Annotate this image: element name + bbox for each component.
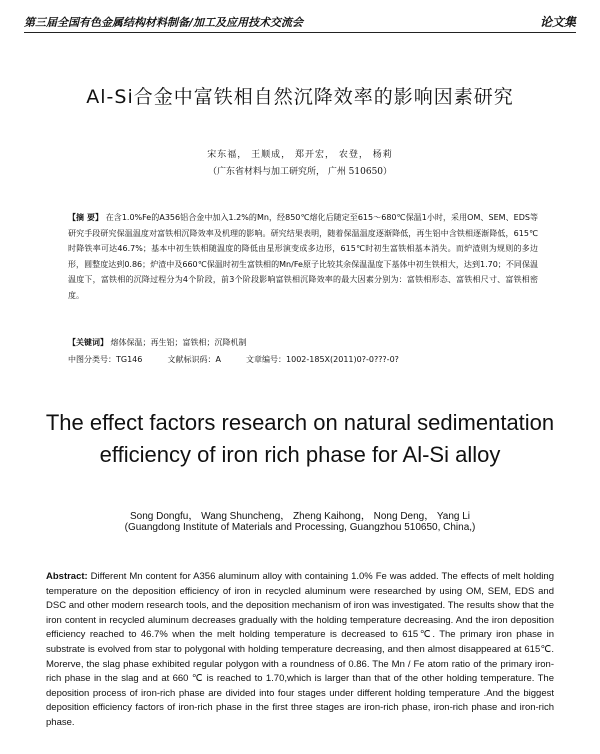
clc-value: TG146 [116, 355, 143, 364]
english-abstract-text: Different Mn content for A356 aluminum alloy with containing 1.0% Fe was added. The effects of melt holding temperature on the deposition efficiency of iron in recycled aluminum were researched by using OM, SEM, EDS and DSC and other modern research tools, and the deposition mechanism of iron was investigated. The results show that the iron content in recycled aluminum decreases gradually with the holding temperature decreasing. And the iron deposition efficiency reached to 46.7% when the melt holding temperature is decreased to 615℃. The primary iron phase in substrate is evolved from star to polygonal with holding temperature decreasing, and then almost disappeared at 615℃. Morerve, the slag phase exhibited regular polygon with a roundness of 0.86. The Mn / Fe atom ratio of the primary iron-rich phase in the slag and at 660 ℃ is reached to 1.70,which is larger than that of the other holding temperature. The deposition process of iron-rich phase are divided into four stages under different holding temperature .And the biggest deposition efficiency factors of iron-rich phase in the first three stages are iron-rich phase, iron-rich phase and iron-rich phase. [46, 571, 554, 728]
english-title [0, 407, 600, 471]
doc-code-value: A [215, 355, 221, 364]
chinese-authors: 宋东福， 王顺成， 郑开宏， 农登， 杨莉 [207, 150, 393, 160]
chinese-abstract [68, 210, 538, 304]
chinese-affiliation: （广东省材料与加工研究所， 广州 510650） [207, 167, 393, 177]
clc-label: 中图分类号： [68, 355, 116, 364]
english-title-line-1: The effect factors research on natural sedimentation [45, 410, 555, 435]
chinese-title: Al-Si合金中富铁相自然沉降效率的影响因素研究 [86, 86, 514, 108]
article-number-label: 文章编号： [246, 355, 287, 364]
chinese-keywords-text: 熔体保温；再生铝；富铁相；沉降机制 [110, 338, 247, 347]
conference-name: 第三届全国有色金属结构材料制备/加工及应用技术交流会 [24, 16, 304, 29]
english-abstract [46, 570, 554, 731]
chinese-abstract-text: 在含1.0%Fe的A356铝合金中加入1.2%的Mn，经850℃熔化后随定至615～680℃保温1小时，采用OM、SEM、EDS等研究手段研究保温温度对富铁相沉降效率及机理的影响。研究结果表明，随着保温温度逐渐降低，再生铝中含铁相逐渐降低，615℃时降铁率可达46.7%；基本中初生铁相随温度的降低由星形演变成多边形，615℃时初生富铁相基本消失。而炉渣则为规则的多边形，圆整度达到0.86；炉渣中及660℃保温时初生富铁相的Mn/Fe原子比较其余保温温度下基体中初生铁相大，达到1.70；不同保温温度下，富铁相的沉降过程分为4个阶段，前3个阶段影响富铁相沉降效率的最大因素分别为：富铁相形态、富铁相尺寸、富铁相密度。 [68, 213, 538, 300]
english-authors: Song Dongfu， Wang Shuncheng， Zheng Kaihong， Nong Deng， Yang Li [129, 511, 471, 522]
english-abstract-label: Abstract: [46, 571, 88, 582]
article-number-value: 1002-185X(2011)0?-0???-0? [286, 355, 399, 364]
chinese-keywords-label: 【关键词】 [68, 338, 108, 347]
english-affiliation: (Guangdong Institute of Materials and Processing, Guangzhou 510650, China,) [124, 522, 476, 533]
english-title-line-2: efficiency of iron rich phase for Al-Si alloy [99, 442, 501, 467]
chinese-keywords [68, 335, 538, 350]
doc-code-label: 文献标识码： [167, 355, 216, 364]
classification-line [68, 352, 538, 367]
running-header [24, 8, 576, 33]
chinese-abstract-label: 【摘 要】 [68, 213, 104, 222]
section-name: 论文集 [539, 15, 576, 29]
